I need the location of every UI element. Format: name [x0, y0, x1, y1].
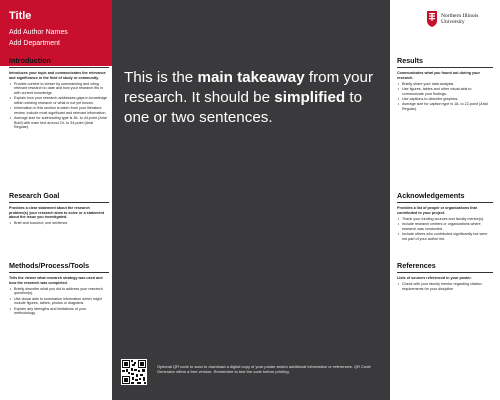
acknowledgements-lead: Provides a list of people or organizations that contributed to your project. [397, 206, 477, 215]
research-goal-body [9, 206, 109, 227]
acknowledgements-body [397, 206, 493, 242]
poster-title: Title [9, 10, 32, 22]
takeaway-text: from your research. It should be [124, 69, 374, 106]
references-list [397, 282, 493, 291]
methods-heading: Methods/Process/Tools [9, 261, 109, 273]
main-takeaway [124, 68, 386, 128]
list-item: • Check with your faculty mentor regarding citation requirements for your discipline [397, 282, 493, 291]
takeaway-text: to one or two sentences. [124, 89, 363, 126]
list-item: • Include others who contributed significantly but were not part of your author list. [397, 232, 493, 241]
takeaway-emphasis: main takeaway [197, 69, 305, 86]
logo-wordmark [441, 13, 493, 26]
list-item: • Use captions to describe graphics. [397, 97, 493, 102]
list-item: • Include research centers or organizations where research was conducted. [397, 222, 493, 231]
results-list [397, 82, 493, 112]
introduction-body [9, 71, 109, 131]
takeaway-emphasis: simplified [274, 89, 346, 106]
list-item: • Average size for subheading type is 36- to 44-point (Arial Bold) with main text around 24- to 34-point (Arial Regular). [9, 116, 109, 130]
logo-line: Northern Illinois [441, 13, 479, 19]
research-goal-list [9, 221, 109, 226]
list-item: • Briefly share your data analysis. [397, 82, 493, 87]
qr-instructions: Optional QR code to scan to download a digital copy of your poster and/or additional information or references. QR Code Generator offers a free version. Remember to test the code before printing. [157, 364, 371, 375]
methods-list [9, 287, 109, 316]
niu-shield-icon [426, 10, 438, 28]
research-goal-lead: Provides a clear statement about the research problem(s) your research aims to solve or a statement about the issue you investigated. [9, 206, 105, 220]
list-item: • Provide context to viewer by summarizing and citing relevant research to date and how your research fits in with current knowledge. [9, 82, 109, 96]
results-heading: Results [397, 56, 493, 68]
list-item: • Brief and succinct; one sentence. [9, 221, 109, 226]
references-lead: Lists of sources referenced in your poster. [397, 276, 472, 280]
references-heading: References [397, 261, 493, 273]
list-item: • Average size for caption type is 18- to 22-point (Arial Regular). [397, 102, 493, 111]
results-lead: Communicates what you found out during your research. [397, 71, 480, 80]
takeaway-text: This is the [124, 69, 198, 86]
list-item: • Information in this section is taken from your literature review. Include most significant and relevant information. [9, 106, 109, 115]
list-item: • Use visual aids to summarize information which might include figures, tables, photos or diagrams. [9, 297, 109, 306]
author-names: Add Author Names [9, 29, 68, 36]
research-goal-heading: Research Goal [9, 191, 109, 203]
introduction-heading: Introduction [9, 56, 109, 68]
list-item: • Briefly describe what you did to address your research question(s). [9, 287, 109, 296]
list-item: • Thank your funding sources and faculty mentor(s). [397, 217, 493, 222]
department: Add Department [9, 40, 60, 47]
list-item: • Explain how your research addresses gaps in knowledge within existing research or what is not yet known. [9, 96, 109, 105]
list-item: • Use figures, tables and other visual aids to communicate your findings. [397, 87, 493, 96]
list-item: • Explain any strengths and limitations of your methodology. [9, 307, 109, 316]
methods-body [9, 276, 109, 317]
methods-lead: Tells the viewer what research strategy was used and how the research was completed. [9, 276, 103, 285]
university-logo [426, 10, 492, 32]
introduction-lead: Introduces your topic and communicates the relevance and significance in the field of study or community. [9, 71, 106, 80]
acknowledgements-heading: Acknowledgements [397, 191, 493, 203]
qr-code-icon [121, 359, 147, 385]
results-body [397, 71, 493, 112]
takeaway-panel [112, 0, 390, 400]
references-body [397, 276, 493, 292]
introduction-list [9, 82, 109, 130]
logo-line: University [441, 19, 465, 26]
acknowledgements-list [397, 217, 493, 242]
